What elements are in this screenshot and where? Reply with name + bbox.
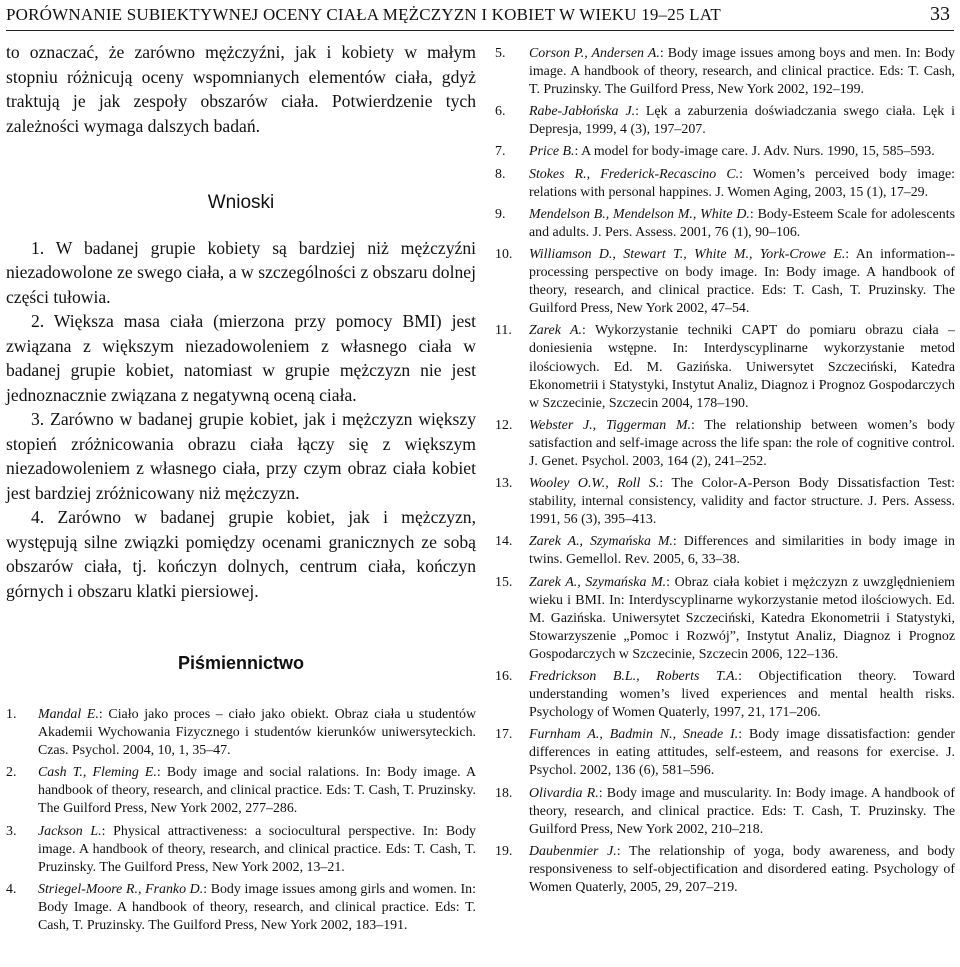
- reference-authors: Olivardia R.: [529, 785, 599, 801]
- reference-text: : Body-Esteem Scale for adolescents and adults. J. Pers. Assess. 2001, 76 (1), 90–106.: [529, 206, 955, 240]
- reference-authors: Jackson L.: [38, 823, 102, 839]
- reference-item: [529, 785, 955, 839]
- reference-number: 14.: [495, 534, 513, 550]
- reference-authors: Rabe-Jabłońska J.: [529, 104, 636, 120]
- reference-text: : Physical attractiveness: a sociocultural perspective. In: Body image. A handbook of theory, research, and clinical practice. Eds: T. Cash, T. Pruzinsky. The Guilford Press, New York 2002, 13–21.: [38, 823, 476, 875]
- reference-authors: Mandal E.: [38, 707, 99, 722]
- reference-item: [529, 45, 955, 99]
- reference-number: 15.: [495, 574, 513, 590]
- reference-authors: Fredrickson B.L., Roberts T.A.: [529, 669, 739, 684]
- page-header: [6, 5, 954, 31]
- reference-number: 8.: [495, 166, 506, 182]
- conclusion-item: 1. W badanej grupie kobiety są bardziej niż mężczyźni niezadowolone ze swego ciała, a w szczególności z obszaru dolnej części tułowia.: [6, 237, 476, 307]
- reference-text: : Body image dissatisfaction: gender differences in eating attitudes, self-esteem, and reasons for exercise. J. Psychol. 2002, 136 (6), 581–596.: [529, 727, 955, 779]
- reference-item: [529, 726, 955, 780]
- reference-text: : A model for body-image care. J. Adv. Nurs. 1990, 15, 585–593.: [574, 144, 935, 160]
- reference-authors: Webster J., Tiggerman M.: [529, 417, 691, 433]
- conclusion-item: 2. Większa masa ciała (mierzona przy pomocy BMI) jest związana z większym niezadowoleniem z własnego ciała w badanej grupie kobiet, natomiast w grupie mężczyzn nie jest jednoznacznie związana z negatywną oceną ciała.: [6, 311, 476, 405]
- running-title: PORÓWNANIE SUBIEKTYWNEJ OCENY CIAŁA MĘŻCZYZN I KOBIET W WIEKU 19–25 LAT: [6, 5, 721, 24]
- reference-number: 11.: [495, 323, 512, 339]
- reference-authors: Furnham A., Badmin N., Sneade I.: [529, 727, 739, 743]
- reference-authors: Daubenmier J.: [529, 843, 617, 859]
- reference-authors: Corson P., Andersen A.: [529, 46, 660, 61]
- reference-text: : Wykorzystanie techniki CAPT do pomiaru obrazu ciała – doniesienia wstępne. In: Interdyscyplinarne wykorzystanie metod ilościowych. Ed. M. Gazińska. Uniwersytet Szczeciński, Katedra Ekonometrii i Statystyki, Instytut Analiz, Diagnoz i Prognoz Gospodarczych w Szczecinie, Szczecin 2004, 178–190.: [529, 323, 955, 411]
- reference-item: [529, 246, 955, 318]
- reference-text: : Ciało jako proces – ciało jako obiekt. Obraz ciała u studentów Akademii Wychowania Fizycznego i studentów kierunków uniwersyteckich. Czas. Psychol. 2004, 10, 1, 35–47.: [38, 707, 476, 759]
- reference-number: 13.: [495, 476, 513, 492]
- header-rule: [6, 30, 954, 31]
- reference-authors: Mendelson B., Mendelson M., White D.: [529, 206, 750, 222]
- reference-authors: Williamson D., Stewart T., White M., York-Crowe E.: [529, 246, 846, 262]
- reference-number: 16.: [495, 669, 513, 684]
- reference-item: [529, 103, 955, 139]
- references-list-right: [495, 45, 955, 901]
- reference-item: [529, 166, 955, 202]
- conclusions-heading: Wnioski: [207, 192, 275, 213]
- reference-text: : Body image issues among boys and men. In: Body image. A handbook of theory, research, and clinical practice. Eds: T. Cash, T. Pruzinsky. The Guilford Press, New York 2002, 192–199.: [529, 46, 955, 98]
- reference-number: 1.: [6, 707, 17, 722]
- reference-item: [529, 533, 955, 569]
- reference-text: : Body image and social ralations. In: Body image. A handbook of theory, research, and clinical practice. Eds: T. Cash, T. Pruzinsky. The Guilford Press, New York 2002, 277–286.: [38, 765, 476, 817]
- intro-paragraph: to oznaczać, że zarówno mężczyźni, jak i kobiety w małym stopniu różnicują oceny wspomnianych elementów ciała, gdyż traktują je jak zespoły obszarów ciała. Potwierdzenie tych zależności wymaga dalszych badań.: [6, 42, 476, 136]
- reference-authors: Zarek A., Szymańska M.: [529, 574, 667, 590]
- reference-text: : Body image issues among girls and women. In: Body Image. A handbook of theory, research, and clinical practice. Eds: T. Cash, T. Pruzinsky. The Guilford Press, New York 2002, 183–191.: [38, 881, 476, 934]
- reference-item: [529, 417, 955, 471]
- reference-number: 9.: [495, 206, 506, 222]
- reference-item: [529, 143, 955, 161]
- reference-item: [6, 764, 476, 818]
- reference-text: : An information--processing perspective on body image. In: Body image. A handbook of theory, research, and clinical practice. Eds: T. Cash, T. Pruzinsky. The Guilford Press, New York 2002, 47–54.: [529, 246, 955, 317]
- reference-item: [6, 823, 476, 877]
- reference-text: : The relationship between women’s body satisfaction and self-image across the life span: the role of cognitive control. J. Genet. Psychol. 2003, 164 (2), 241–252.: [529, 417, 955, 469]
- references-heading: Piśmiennictwo: [177, 653, 305, 673]
- reference-number: 3.: [6, 823, 17, 839]
- reference-item: [6, 881, 476, 935]
- reference-number: 2.: [6, 765, 17, 781]
- reference-text: : Women’s perceived body image: relations with personal happines. J. Women Aging, 2003, 15 (1), 17–29.: [529, 166, 955, 200]
- reference-item: [529, 668, 955, 722]
- reference-authors: Zarek A.: [529, 323, 582, 339]
- reference-number: 12.: [495, 417, 513, 433]
- reference-text: : The Color-A-Person Body Dissatisfaction Test: stability, internal consistency, validity and factor structure. J. Pers. Assess. 1991, 56 (3), 395–413.: [529, 476, 955, 528]
- reference-number: 7.: [495, 144, 506, 160]
- reference-number: 4.: [6, 881, 17, 897]
- reference-number: 17.: [495, 727, 513, 743]
- reference-text: : Objectification theory. Toward understanding women’s lived experiences and mental health risks. Psychology of Women Quaterly, 1997, 21, 171–206.: [529, 669, 956, 721]
- reference-text: : The relationship of yoga, body awareness, and body responsiveness to self-objectification and disordered eating. Psychology of Women Quaterly, 2005, 29, 207–219.: [529, 843, 955, 896]
- reference-item: [529, 322, 955, 412]
- reference-authors: Zarek A., Szymańska M.: [529, 534, 673, 550]
- reference-item: [6, 706, 476, 760]
- reference-item: [529, 574, 955, 664]
- reference-text: : Differences and similarities in body image in twins. Gemellol. Rev. 2005, 6, 33–38.: [529, 534, 955, 568]
- body-text: [6, 40, 476, 676]
- reference-text: : Lęk a zaburzenia doświadczania swego ciała. Lęk i Depresja, 1999, 4 (3), 197–207.: [529, 104, 955, 138]
- reference-authors: Wooley O.W., Roll S.: [529, 476, 660, 492]
- conclusion-item: 3. Zarówno w badanej grupie kobiet, jak i mężczyzn większy stopień zróżnicowania obrazu ciała łączy się z większym niezadowoleniem z własnego ciała, przy czym obraz ciała kobiet jest bardziej zróżnicowany niż mężczyzn.: [6, 409, 476, 503]
- page-number: 33: [930, 3, 950, 25]
- reference-authors: Striegel-Moore R., Franko D.: [38, 881, 204, 897]
- reference-number: 10.: [495, 246, 513, 262]
- reference-item: [529, 475, 955, 529]
- reference-number: 5.: [495, 46, 506, 61]
- reference-number: 18.: [495, 785, 513, 801]
- reference-authors: Price B.: [529, 144, 575, 160]
- reference-item: [529, 843, 955, 897]
- reference-number: 6.: [495, 104, 506, 120]
- conclusion-item: 4. Zarówno w badanej grupie kobiet, jak i mężczyzn, występują silne związki pomiędzy ocenami granicznych ze sobą obszarów ciała, tj. kończyn dolnych, centrum ciała, kończyn górnych i obszaru klatki piersiowej.: [6, 507, 476, 601]
- left-column: [6, 40, 476, 676]
- references-list-left: [6, 706, 476, 939]
- reference-item: [529, 206, 955, 242]
- reference-authors: Stokes R., Frederick-Recascino C.: [529, 166, 740, 182]
- reference-text: : Obraz ciała kobiet i mężczyzn z uwzględnieniem wieku i BMI. In: Interdyscyplinarne wykorzystanie metod ilościowych. Ed. M. Gazińska. Uniwersytet Szczeciński, Katedra Ekonometrii i Statystyki, Stowarzyszenie „Pomoc i Rozwój”, Instytut Analiz, Diagnoz i Prognoz Gospodarczych w Szczecinie, Szczecin 2006, 122–136.: [529, 574, 955, 662]
- reference-number: 19.: [495, 843, 513, 859]
- reference-authors: Cash T., Fleming E.: [38, 765, 157, 781]
- reference-text: : Body image and muscularity. In: Body image. A handbook of theory, research, and clinical practice. Eds: T. Cash, T. Pruzinsky. The Guilford Press, New York 2002, 210–218.: [529, 785, 955, 837]
